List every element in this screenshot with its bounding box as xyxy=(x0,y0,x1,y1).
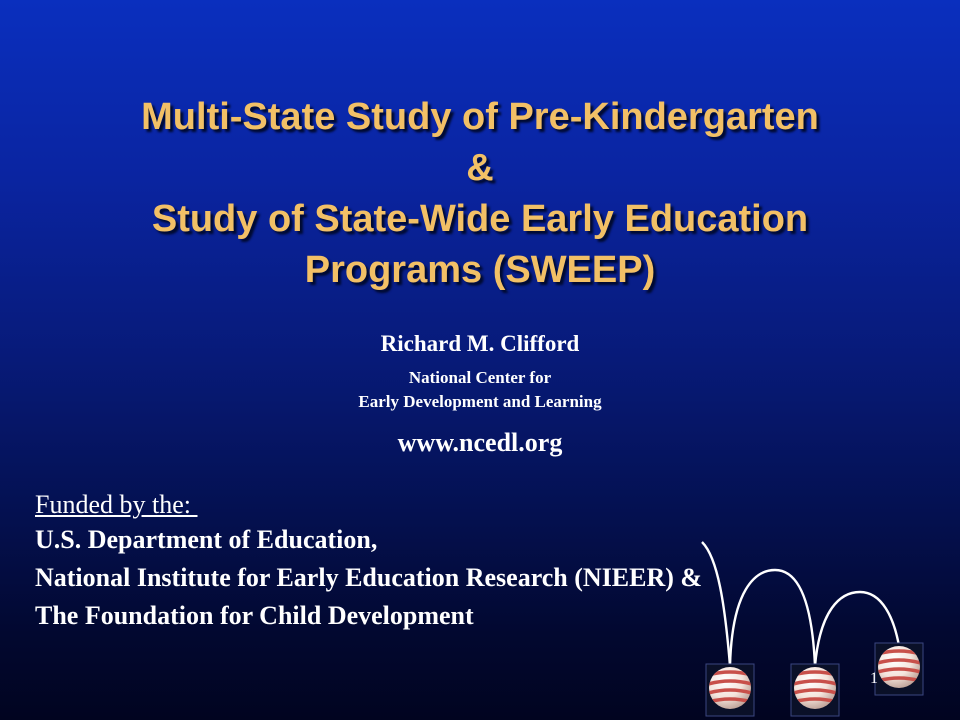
funders-list xyxy=(35,521,702,635)
slide-title xyxy=(40,92,920,296)
author-name: Richard M. Clifford xyxy=(380,331,580,356)
title-line: Programs (SWEEP) xyxy=(304,249,656,291)
funded-by-label: Funded by the: xyxy=(35,490,198,519)
organization-line: National Center for xyxy=(408,368,552,387)
title-line: Study of State-Wide Early Education xyxy=(151,198,809,240)
organization xyxy=(0,366,960,414)
ball-icon xyxy=(790,664,840,716)
funding-block xyxy=(35,489,702,635)
bounce-arc-lines xyxy=(702,542,899,666)
bouncing-balls-decoration xyxy=(680,530,960,720)
title-line: Multi-State Study of Pre-Kindergarten xyxy=(141,96,819,138)
ball-icon xyxy=(874,643,924,695)
organization-line: Early Development and Learning xyxy=(358,392,602,411)
slide-number: 1 xyxy=(870,670,878,687)
funder-item: National Institute for Early Education Research (NIEER) & xyxy=(35,563,703,592)
ball-icon xyxy=(705,664,755,716)
website-url: www.ncedl.org xyxy=(397,428,563,457)
funder-item: The Foundation for Child Development xyxy=(35,601,474,630)
funder-item: U.S. Department of Education, xyxy=(35,525,378,554)
title-line: & xyxy=(466,147,494,189)
